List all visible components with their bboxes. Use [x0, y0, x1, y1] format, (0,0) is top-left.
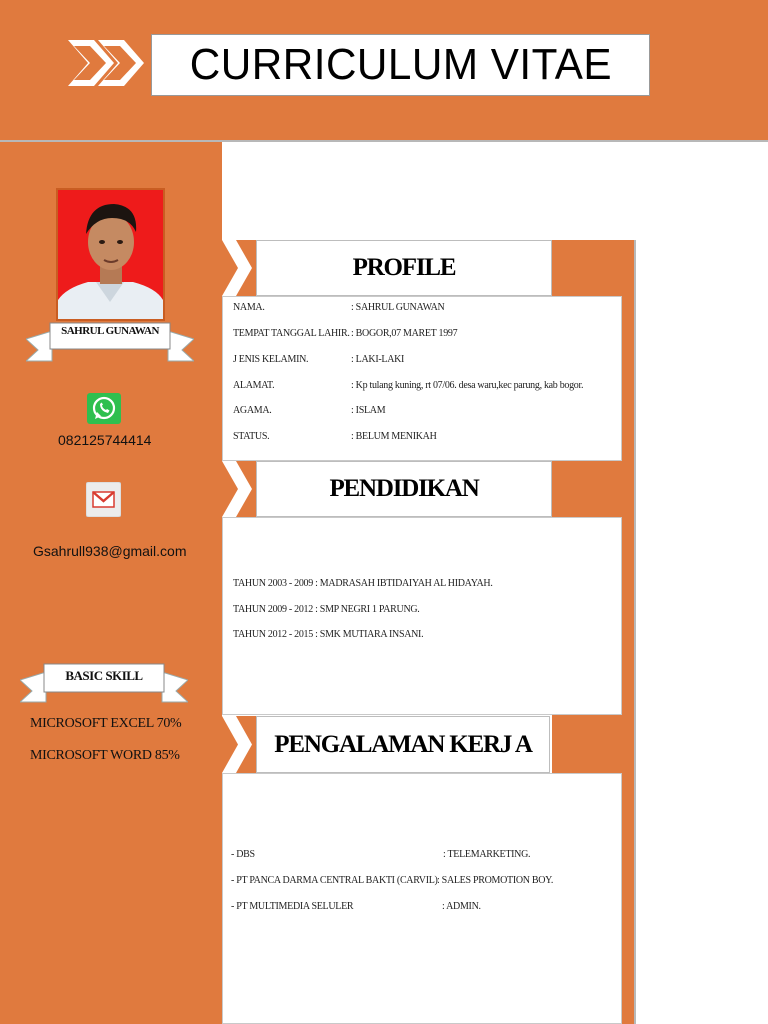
education-item: TAHUN 2003 - 2009 : MADRASAH IBTIDAIYAH AL HIDAYAH. — [233, 578, 493, 589]
email-address: Gsahrull938@gmail.com — [33, 543, 187, 559]
profile-value: : BOGOR,07 MARET 1997 — [351, 328, 458, 339]
experience-role: : ADMIN. — [442, 901, 481, 912]
chevron-right-icon — [222, 716, 258, 773]
name-ribbon — [26, 321, 194, 365]
profile-label: STATUS. — [233, 431, 270, 442]
experience-heading-box — [256, 716, 550, 773]
education-item: TAHUN 2009 - 2012 : SMP NEGRI 1 PARUNG. — [233, 604, 420, 615]
profile-value: : LAKI-LAKI — [351, 354, 405, 365]
right-accent-divider — [634, 240, 636, 1024]
experience-heading: PENGALAMAN KERJ A — [274, 730, 532, 758]
education-panel — [222, 517, 622, 715]
profile-panel — [222, 296, 622, 461]
experience-role: : SALES PROMOTION BOY. — [437, 875, 554, 886]
profile-heading: PROFILE — [352, 254, 456, 281]
experience-role: : TELEMARKETING. — [443, 849, 531, 860]
page-title: CURRICULUM VITAE — [189, 40, 612, 89]
profile-photo — [56, 188, 165, 321]
double-chevron-icon — [68, 40, 144, 86]
profile-name: SAHRUL GUNAWAN — [61, 325, 159, 337]
profile-label: NAMA. — [233, 302, 265, 313]
basic-skill-ribbon — [20, 662, 188, 706]
education-heading: PENDIDIKAN — [329, 475, 479, 502]
profile-heading-box — [256, 240, 552, 296]
profile-value: : Kp tulang kuning, rt 07/06. desa waru,kec parung, kab bogor. — [351, 380, 584, 391]
experience-panel — [222, 773, 622, 1024]
education-heading-box — [256, 461, 552, 517]
profile-label: J ENIS KELAMIN. — [233, 354, 309, 365]
phone-number: 082125744414 — [58, 432, 152, 448]
profile-value: : BELUM MENIKAH — [351, 431, 437, 442]
skill-item: MICROSOFT EXCEL 70% — [30, 716, 182, 731]
skill-item: MICROSOFT WORD 85% — [30, 748, 180, 763]
chevron-right-icon — [222, 240, 258, 296]
profile-value: : SAHRUL GUNAWAN — [351, 302, 445, 313]
gmail-icon — [86, 482, 121, 517]
title-box — [151, 34, 650, 96]
profile-label: AGAMA. — [233, 405, 272, 416]
experience-company: - PT PANCA DARMA CENTRAL BAKTI (CARVIL) — [231, 875, 438, 886]
skills-heading: BASIC SKILL — [65, 668, 143, 683]
profile-value: : ISLAM — [351, 405, 386, 416]
experience-company: - DBS — [231, 849, 255, 860]
whatsapp-icon — [87, 393, 121, 424]
profile-label: ALAMAT. — [233, 380, 275, 391]
education-item: TAHUN 2012 - 2015 : SMK MUTIARA INSANI. — [233, 629, 424, 640]
experience-company: - PT MULTIMEDIA SELULER — [231, 901, 354, 912]
profile-label: TEMPAT TANGGAL LAHIR. — [233, 328, 350, 339]
chevron-right-icon — [222, 461, 258, 517]
